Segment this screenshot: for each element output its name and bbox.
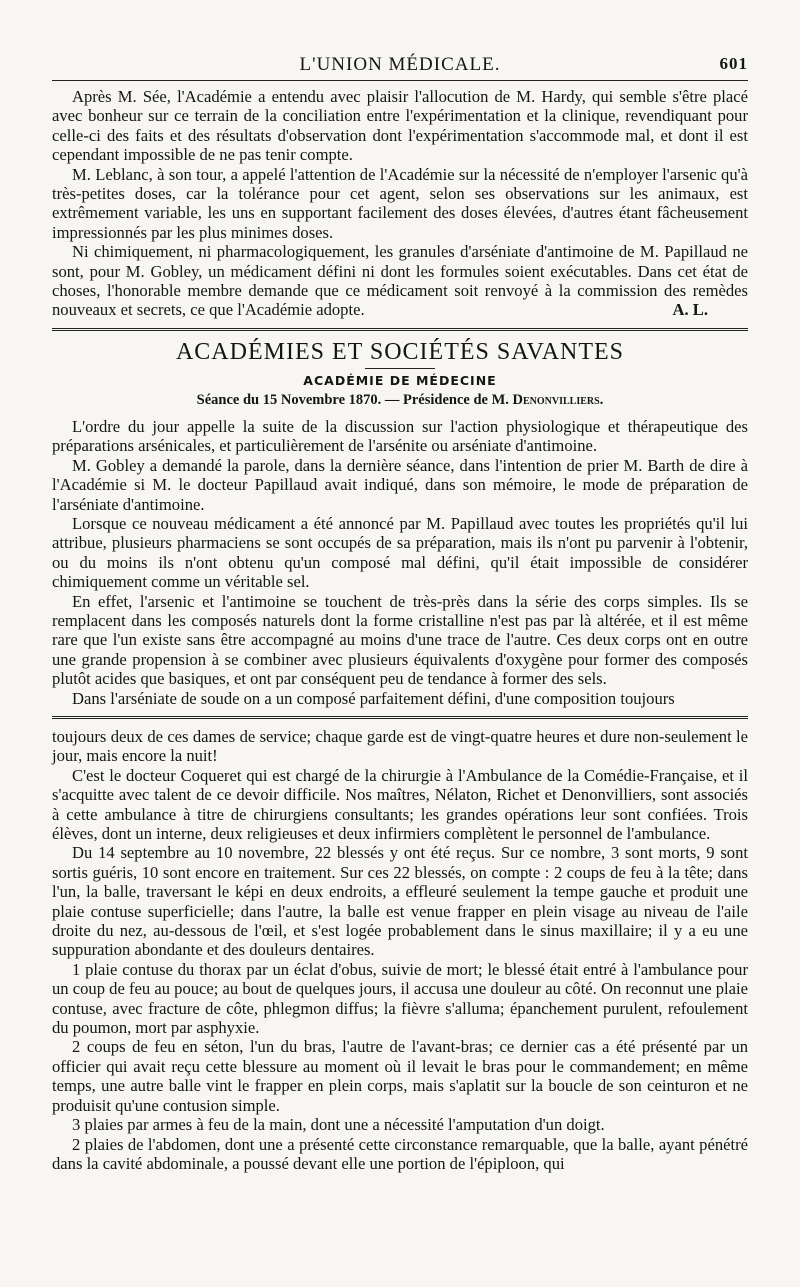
paragraph: Dans l'arséniate de soude on a un composé parfaitement défini, d'une composition toujours xyxy=(72,688,675,708)
feuilleton xyxy=(52,727,748,1173)
section-divider xyxy=(52,328,748,331)
page-number: 601 xyxy=(719,54,748,73)
paragraph: C'est le docteur Coqueret qui est chargé de la chirurgie à l'Ambulance de la Comédie-Française, et il s'acquitte avec talent de ce devoir difficile. Nos maîtres, Nélaton, Richet et Denonvilliers, sont associés à cette ambulance à titre de chirurgiens consultants; les grandes opérations leur sont confiées. Trois élèves, dont un interne, deux religieuses et deux infirmiers complètent le personnel de l'ambulance. xyxy=(52,765,748,843)
session-text: Séance du 15 Novembre 1870. — Présidence de M. xyxy=(196,391,513,408)
paragraph: toujours deux de ces dames de service; chaque garde est de vingt-quatre heures et dure non-seulement le jour, mais encore la nuit! xyxy=(52,726,748,766)
paragraph: Du 14 septembre au 10 novembre, 22 blessés y ont été reçus. Sur ce nombre, 3 sont morts, 9 sont sortis guéris, 10 sont encore en traitement. Sur ces 22 blessés, on compte : 2 coups de feu à la tête; dans l'un, la balle, traversant le képi en deux endroits, a effleuré seulement la tempe gauche et produit une plaie contuse superficielle; dans l'autre, la balle est venue frapper en plein visage au niveau de l'aile droite du nez, au-dessous de l'œil, et s'est logée probablement dans le sinus maxillaire; il y a eu une suppuration abondante et des douleurs dentaires. xyxy=(52,843,748,960)
paragraph-text: Ni chimiquement, ni pharmacologiquement, les granules d'arséniate d'antimoine de M. Papillaud ne sont, pour M. Gobley, un médicament défini ni dont les formules soient exécutables. Dans cet état de choses, l'honorable membre demande que ce médicament soit renvoyé à la commission des remèdes nouveaux et secrets, ce que l'Académie adopte. xyxy=(52,242,748,320)
paragraph: M. Gobley a demandé la parole, dans la dernière séance, dans l'intention de prier M. Barth de dire à l'Académie si M. le docteur Papillaud avait indiqué, dans son mémoire, le mode de préparation de l'arséniate d'antimoine. xyxy=(52,455,748,514)
academy-report xyxy=(52,417,748,708)
paragraph: En effet, l'arsenic et l'antimoine se touchent de très-près dans la série des corps simples. Ils se remplacent dans les composés naturels dont la forme cristalline n'est pas par là altérée, et il est même rare que l'un existe sans être accompagné au moins d'une trace de l'autre. Ces deux corps ont en outre une grande propension à se combiner avec plusieurs équivalents d'oxygène pour former des composés plutôt acides que basiques, et ont par conséquent peu de tendance à former des sels. xyxy=(52,591,748,689)
title-ornament-rule xyxy=(365,368,435,369)
section-title: ACADÉMIES ET SOCIÉTÉS SAVANTES xyxy=(175,338,625,365)
paragraph: 1 plaie contuse du thorax par un éclat d'obus, suivie de mort; le blessé était entré à l'ambulance pour un coup de feu au pouce; au bout de quelques jours, il accusa une douleur au côté. On reconnut une plaie contuse, avec fracture de côte, phlegmon diffus; la fièvre s'alluma; épanchement purulent, refoulement du poumon, mort par asphyxie. xyxy=(52,959,748,1038)
paragraph-signed xyxy=(52,242,748,320)
paragraph: M. Leblanc, à son tour, a appelé l'attention de l'Académie sur la nécessité de n'employer l'arsenic qu'à très-petites doses, car la tolérance pour cet agent, selon ses observations sur les animaux, est extrêmement variable, les uns en supportant facilement des doses élevées, d'autres étant fâcheusement impressionnés par les plus minimes doses. xyxy=(52,164,748,242)
paragraph: L'ordre du jour appelle la suite de la discussion sur l'action physiologique et thérapeutique des préparations arsénicales, et particulièrement de l'arsénite ou arséniate d'antimoine. xyxy=(52,416,748,456)
paragraph: 3 plaies par armes à feu de la main, dont une a nécessité l'amputation d'un doigt. xyxy=(72,1115,605,1135)
paragraph: 2 coups de feu en séton, l'un du bras, l'autre de l'avant-bras; ce dernier cas a été présenté par un officier qui avait reçu cette blessure au moment où il levait le bras pour le commandement; en même temps, une autre balle vint le frapper en plein corps, mais s'aplatit sur la boucle de son ceinturon et ne produisit qu'une contusion simple. xyxy=(52,1037,748,1115)
running-header xyxy=(52,54,748,80)
paragraph: Après M. Sée, l'Académie a entendu avec plaisir l'allocution de M. Hardy, qui semble s'être placé avec bonheur sur ce terrain de la conciliation entre l'expérimentation et la clinique, revendiquant pour celle-ci des faits et des résultats d'observation dont l'expérimentation s'accommode mal, et dont il est cependant impossible de ne pas tenir compte. xyxy=(52,87,748,165)
journal-title: L'UNION MÉDICALE. xyxy=(299,54,501,75)
paragraph: 2 plaies de l'abdomen, dont une a présenté cette circonstance remarquable, que la balle, ayant pénétré dans la cavité abdominale, a poussé devant elle une portion de l'épiploon, qui xyxy=(52,1134,748,1173)
feuilleton-divider xyxy=(52,716,748,719)
paragraph: Lorsque ce nouveau médicament a été annoncé par M. Papillaud avec toutes les propriétés qu'il lui attribue, plusieurs pharmaciens se sont occupés de sa préparation, mais ils n'ont pu parvenir à l'obtenir, ou du moins ils n'ont obtenu qu'un composé mal défini, qu'il était impossible de considérer chimiquement comme un véritable sel. xyxy=(52,513,748,592)
header-rule xyxy=(52,80,748,81)
session-line xyxy=(52,392,748,409)
session-end: . xyxy=(599,391,604,408)
session-president: Denonvilliers xyxy=(512,391,600,408)
author-signature: A. L. xyxy=(672,300,708,320)
top-article xyxy=(52,87,748,320)
subsection-title: ACADÉMIE DE MÉDECINE xyxy=(303,372,497,388)
